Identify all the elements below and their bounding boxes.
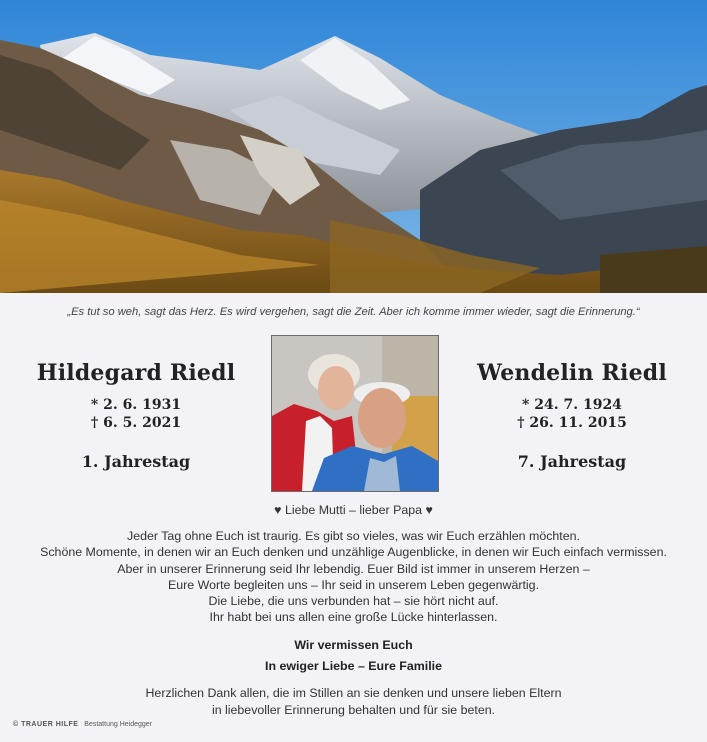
right-person-died: † 26. 11. 2015 [517,415,627,431]
left-person-anniversary: 1. Jahrestag [81,452,191,471]
footer-company: Bestattung Heidegger [84,721,152,728]
left-person-died: † 6. 5. 2021 [90,415,182,431]
right-person-born: * 24. 7. 1924 [522,397,622,413]
body-line: Aber in unserer Erinnerung seid Ihr lebendig. Euer Bild ist immer in unserem Herzen – [117,561,590,576]
left-person-block [16,360,256,471]
body-line: Eure Worte begleiten uns – Ihr seid in unserem Leben gegenwärtig. [167,577,540,592]
closing-miss-you: Wir vermissen Euch [294,638,413,652]
left-person-born: * 2. 6. 1931 [90,397,182,413]
left-person-dates [16,396,256,432]
footer-brand: © TRAUER HILFE [13,721,79,728]
left-person-name: Hildegard Riedl [36,360,236,386]
footer-credit [13,721,152,728]
mountain-banner-image [0,0,707,293]
body-line: Schöne Momente, in denen wir an Euch denken und unzählige Augenblicke, in denen wir Euch einfach vermissen. [40,545,667,560]
memorial-quote: „Es tut so weh, sagt das Herz. Es wird vergehen, sagt die Zeit. Aber ich komme immer wieder, sagt die Erinnerung.“ [67,306,640,318]
memorial-body-text [0,528,707,626]
thanks-line: in liebevoller Erinnerung behalten und für sie beten. [211,702,496,717]
body-line: Die Liebe, die uns verbunden hat – sie hört nicht auf. [208,594,499,609]
right-person-anniversary: 7. Jahrestag [517,452,627,471]
closing-family: In ewiger Liebe – Eure Familie [265,659,442,673]
right-person-name: Wendelin Riedl [477,360,667,386]
right-person-dates [452,396,692,432]
body-line: Ihr habt bei uns allen eine große Lücke hinterlassen. [209,610,498,625]
thanks-line: Herzlichen Dank allen, die im Stillen an sie denken und unsere lieben Eltern [145,686,562,700]
right-person-block [452,360,692,471]
thanks-text [0,685,707,718]
body-line: Jeder Tag ohne Euch ist traurig. Es gibt so vieles, was wir Euch erzählen möchten. [127,529,580,543]
couple-photo [271,335,439,492]
dedication-line: ♥ Liebe Mutti – lieber Papa ♥ [274,503,433,517]
